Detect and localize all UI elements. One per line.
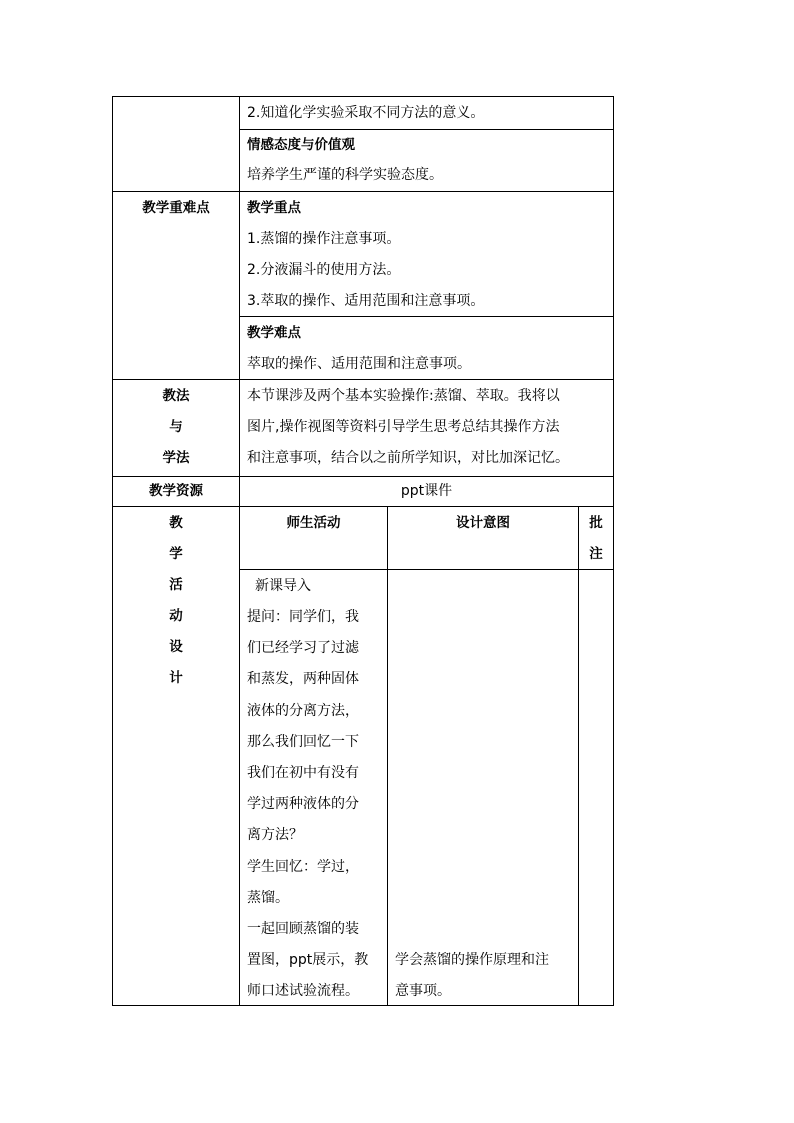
focus-item: 2.分液漏斗的使用方法。: [247, 262, 401, 278]
activity-line: 蒸馏。: [247, 890, 289, 906]
methods-text-line: 和注意事项，结合以之前所学知识，对比加深记忆。: [247, 450, 569, 466]
focus-heading: 教学重点: [247, 200, 301, 216]
activity-label-char: 学: [169, 546, 183, 562]
row-divider: [239, 316, 614, 317]
activity-line: 那么我们回忆一下: [247, 734, 359, 750]
intent-line: 学会蒸馏的操作原理和注: [395, 952, 549, 968]
attitude-heading: 情感态度与价值观: [247, 137, 355, 153]
row-divider: [112, 506, 614, 507]
resources-value: ppt课件: [400, 483, 453, 499]
row-divider: [239, 129, 614, 130]
activity-line: 置图，ppt展示，教: [247, 952, 369, 968]
attitude-text: 培养学生严谨的科学实验态度。: [247, 167, 443, 183]
activity-label-char: 计: [169, 670, 183, 686]
focus-item: 1.蒸馏的操作注意事项。: [247, 231, 401, 247]
row-divider: [239, 569, 614, 570]
activity-line: 液体的分离方法，: [247, 703, 359, 719]
activity-line: 离方法？: [247, 827, 303, 843]
key-points-label: 教学重难点: [142, 200, 210, 216]
activity-line: 们已经学习了过滤: [247, 640, 359, 656]
activity-label-char: 教: [169, 515, 183, 531]
difficulty-heading: 教学难点: [247, 325, 301, 341]
activity-line: 新课导入: [255, 578, 311, 594]
methods-label-line: 与: [169, 419, 183, 435]
activity-line: 学过两种液体的分: [247, 796, 359, 812]
row-divider: [112, 476, 614, 477]
activity-line: 和蒸发，两种固体: [247, 671, 359, 687]
activity-label-char: 设: [169, 639, 183, 655]
col-header-note: 批: [589, 515, 603, 531]
row-divider: [112, 96, 614, 97]
methods-text-line: 图片,操作视图等资料引导学生思考总结其操作方法: [247, 419, 560, 435]
col-header-activity: 师生活动: [286, 515, 341, 531]
activity-label-char: 动: [169, 608, 183, 624]
col-header-note: 注: [589, 546, 603, 562]
row-divider: [112, 1005, 614, 1006]
col-divider: [578, 506, 579, 1006]
activity-line: 一起回顾蒸馏的装: [247, 921, 359, 937]
activity-line: 提问：同学们，我: [247, 609, 359, 625]
focus-item: 3.萃取的操作、适用范围和注意事项。: [247, 293, 485, 309]
row-divider: [112, 191, 614, 192]
col-header-intent: 设计意图: [456, 515, 510, 531]
methods-label-line: 教法: [162, 388, 190, 404]
row-divider: [112, 379, 614, 380]
objective-line-2: 2.知道化学实验采取不同方法的意义。: [247, 105, 485, 121]
resources-label: 教学资源: [149, 483, 203, 499]
methods-label-line: 学法: [162, 450, 190, 466]
col-divider: [387, 506, 388, 1006]
activity-line: 师口述试验流程。: [247, 983, 359, 999]
activity-line: 学生回忆：学过，: [247, 859, 359, 875]
difficulty-text: 萃取的操作、适用范围和注意事项。: [247, 356, 471, 372]
intent-line: 意事项。: [395, 983, 451, 999]
methods-text-line: 本节课涉及两个基本实验操作:蒸馏、萃取。我将以: [247, 388, 560, 404]
activity-line: 我们在初中有没有: [247, 765, 359, 781]
activity-label-char: 活: [169, 577, 183, 593]
